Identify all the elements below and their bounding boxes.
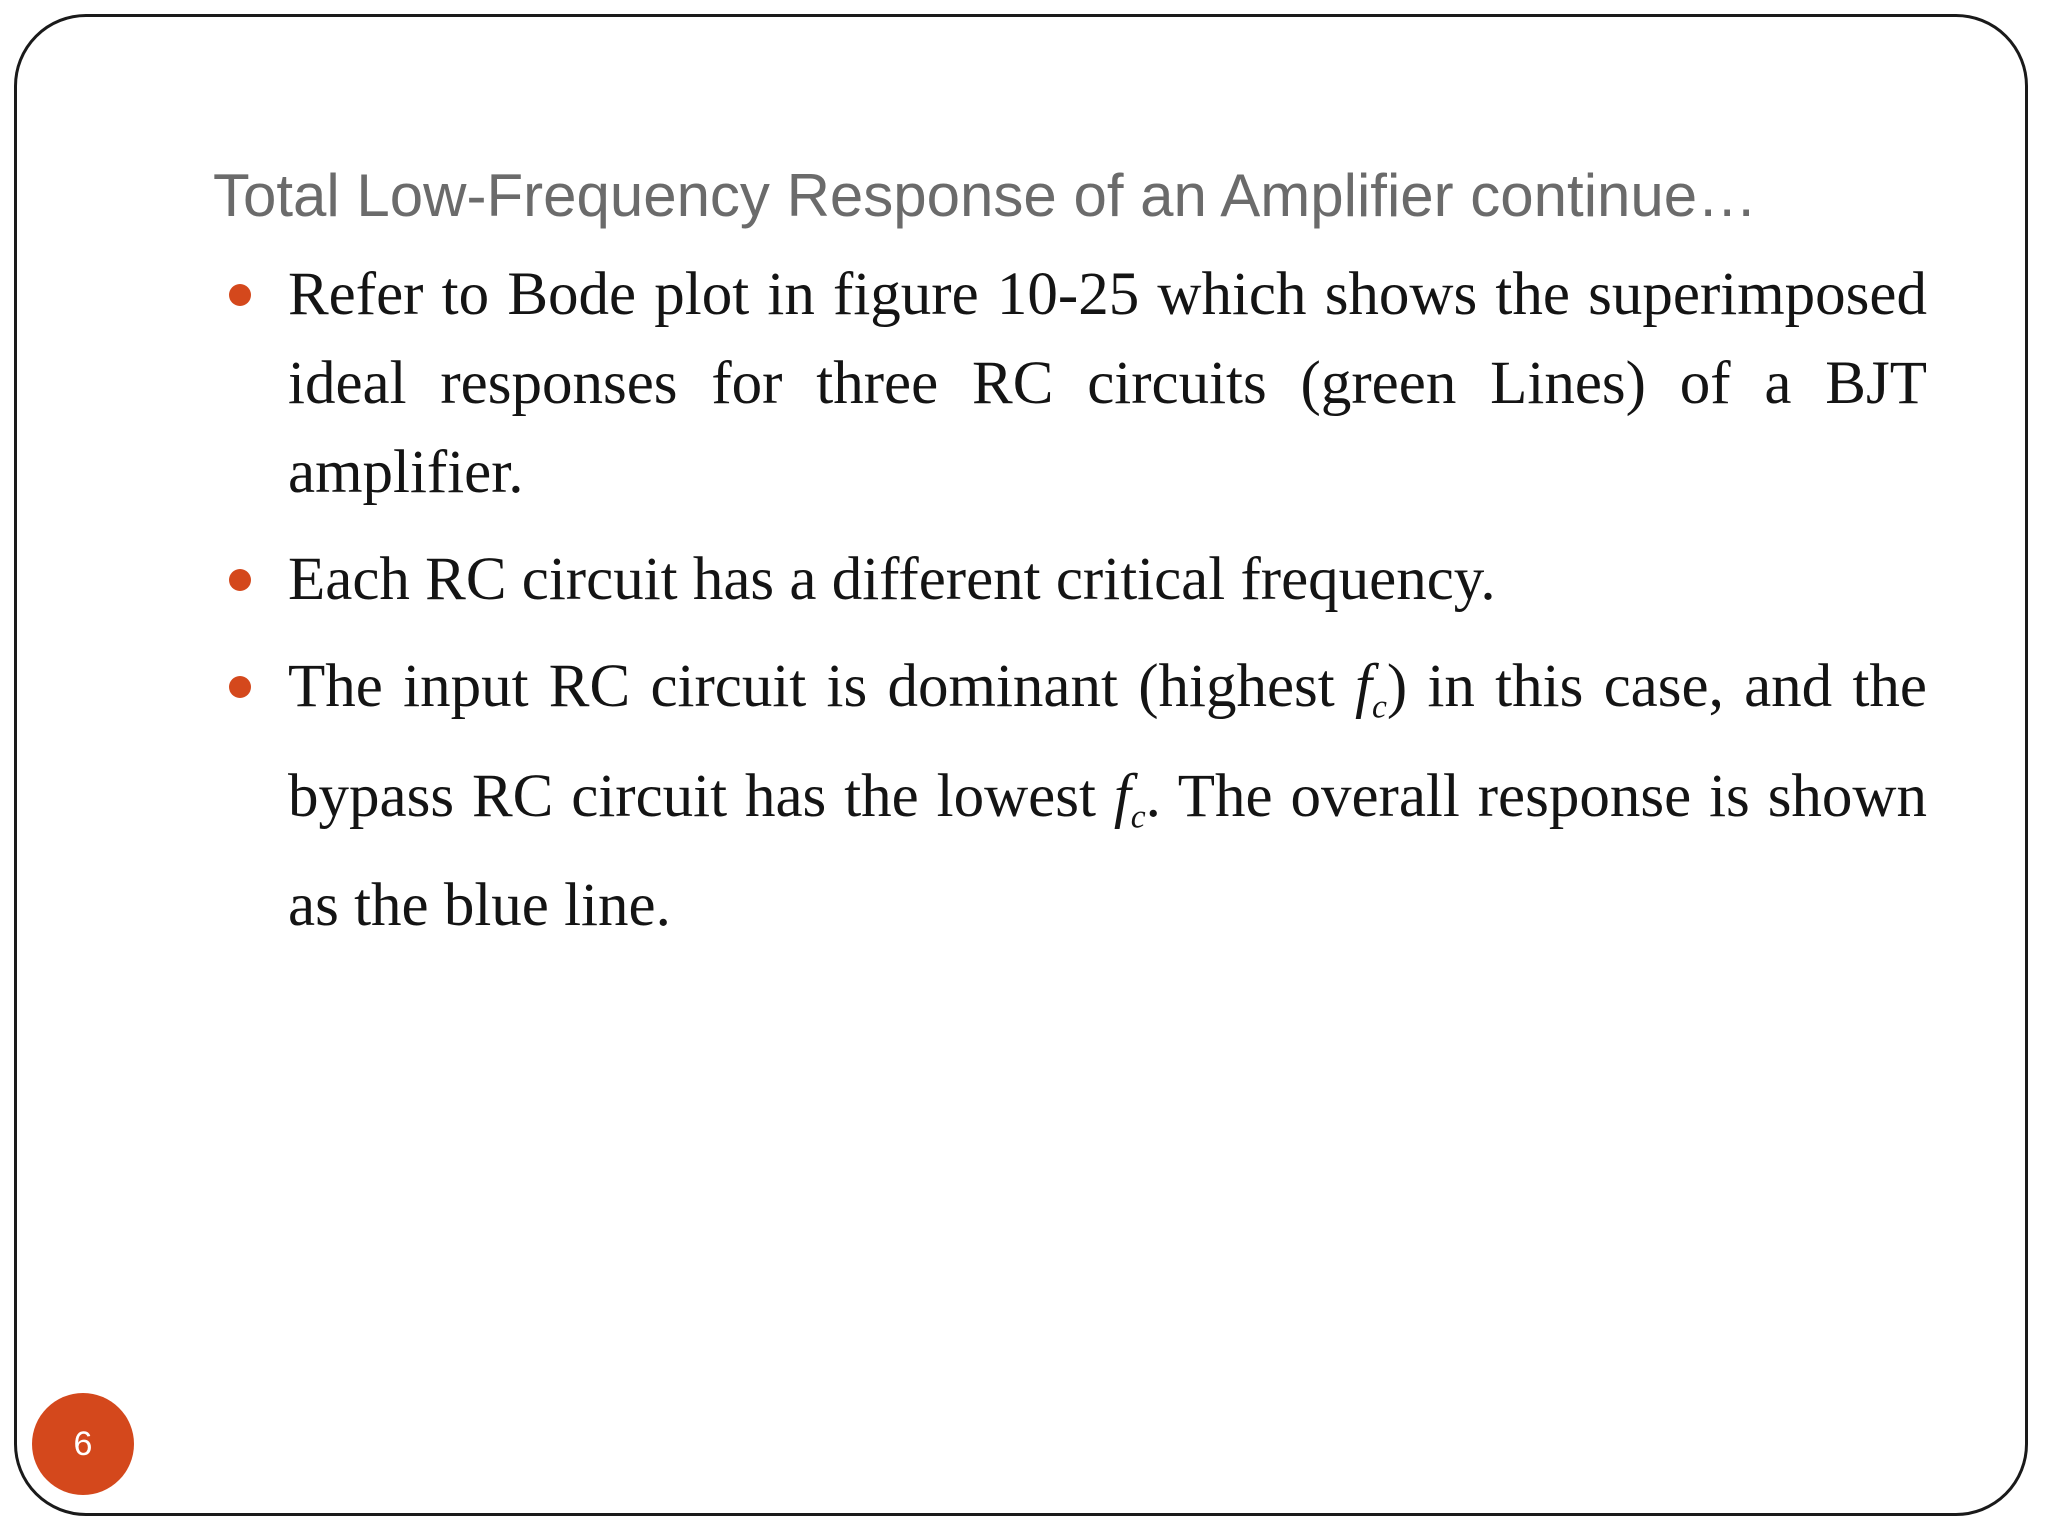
- bullet-text: Each RC circuit has a different critical frequency.: [288, 546, 1496, 613]
- symbol-subscript: c: [1130, 798, 1146, 836]
- bullet-dot-icon: [229, 676, 251, 698]
- symbol-subscript: c: [1371, 688, 1387, 726]
- symbol-f: f: [1355, 653, 1372, 720]
- bullet-item-bode-plot: [222, 250, 1927, 517]
- bullet-item-critical-frequency: [222, 535, 1927, 624]
- bullet-item-dominant-circuit: [222, 642, 1927, 950]
- bullet-dot-icon: [229, 284, 251, 306]
- bullet-text-part1: The input RC circuit is dominant (highest: [288, 653, 1356, 720]
- slide-title: Total Low-Frequency Response of an Amplifier continue…: [213, 162, 1758, 229]
- bullet-dot-icon: [229, 569, 251, 591]
- bullet-text-part3: . The overall response is shown as the blue line.: [288, 762, 1927, 940]
- bullet-text: Refer to Bode plot in figure 10-25 which shows the superimposed ideal responses for three RC circuits (green Lines) of a BJT amplifier.: [288, 261, 1927, 506]
- page-number-badge: 6: [32, 1393, 134, 1495]
- bullet-list: [222, 250, 1927, 968]
- critical-frequency-symbol: [1355, 653, 1387, 726]
- bullet-text-part2: ) in this case, and the bypass RC circuit has the lowest: [288, 653, 1927, 830]
- critical-frequency-symbol: [1113, 762, 1146, 836]
- symbol-f: f: [1113, 762, 1131, 830]
